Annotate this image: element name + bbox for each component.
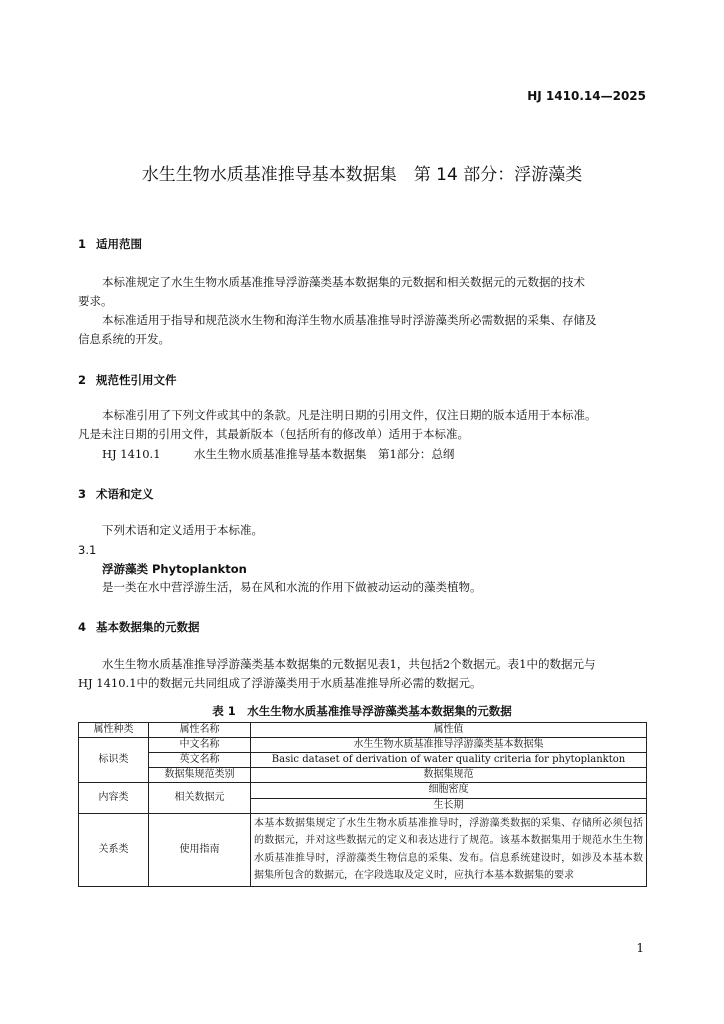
text-line: 本标准引用了下列文件或其中的条款。凡是注明日期的引用文件，仅注日期的版本适用于本标准。 bbox=[102, 408, 597, 422]
standard-code: HJ 1410.14—2025 bbox=[527, 89, 646, 103]
reference-code: HJ 1410.1 bbox=[102, 447, 161, 461]
section-number: 2 bbox=[78, 373, 87, 387]
attribute-name-cell: 数据集规范类别 bbox=[149, 768, 251, 783]
category-cell: 标识类 bbox=[79, 738, 149, 783]
section-1-heading bbox=[78, 236, 142, 252]
text-line: 水生生物水质基准推导浮游藻类基本数据集的元数据见表1，共包括2个数据元。表1中的数据元与 bbox=[102, 657, 596, 671]
section-4-paragraph-1 bbox=[78, 655, 646, 693]
header-cell: 属性值 bbox=[251, 723, 647, 738]
table-row bbox=[79, 738, 647, 753]
attribute-value-cell: 本基本数据集规定了水生生物水质基准推导时，浮游藻类数据的采集、存储所必须包括的数据元，并对这些数据元的定义和表达进行了规范。该基本数据集用于规范水生生物水质基准推导时，浮游藻类生物信息的采集、发布。信息系统建设时，如涉及本基本数据集所包含的数据元，在字段选取及定义时，应执行本基本数据集的要求 bbox=[251, 814, 647, 887]
attribute-value-cell: 数据集规范 bbox=[251, 768, 647, 783]
page-number: 1 bbox=[636, 941, 644, 955]
attribute-name-cell: 使用指南 bbox=[149, 814, 251, 887]
term-definition: 是一类在水中营浮游生活，易在风和水流的作用下做被动运动的藻类植物。 bbox=[102, 580, 482, 594]
section-3-intro bbox=[78, 521, 646, 540]
section-4-heading bbox=[78, 619, 200, 635]
attribute-value-cell: 生长期 bbox=[251, 798, 647, 814]
header-cell: 属性种类 bbox=[79, 723, 149, 738]
text-line: HJ 1410.1中的数据元共同组成了浮游藻类用于水质基准推导所必需的数据元。 bbox=[78, 676, 482, 690]
table-row bbox=[79, 814, 647, 887]
section-1-paragraph-2 bbox=[78, 311, 646, 349]
text-line: 凡是未注日期的引用文件，其最新版本（包括所有的修改单）适用于本标准。 bbox=[78, 427, 469, 441]
section-title: 基本数据集的元数据 bbox=[96, 620, 200, 634]
text-line: 要求。 bbox=[78, 294, 113, 308]
attribute-value-cell: 水生生物水质基准推导浮游藻类基本数据集 bbox=[251, 738, 647, 753]
text-line: 本标准适用于指导和规范淡水生物和海洋生物水质基准推导时浮游藻类所必需数据的采集、存储及 bbox=[102, 313, 597, 327]
text-line: 本标准规定了水生生物水质基准推导浮游藻类基本数据集的元数据和相关数据元的元数据的技术 bbox=[102, 275, 585, 289]
reference-title: 水生生物水质基准推导基本数据集 第1部分：总纲 bbox=[194, 447, 455, 461]
category-cell: 关系类 bbox=[79, 814, 149, 887]
attribute-name-cell: 英文名称 bbox=[149, 753, 251, 768]
attribute-name-cell: 中文名称 bbox=[149, 738, 251, 753]
section-number: 1 bbox=[78, 237, 87, 251]
term-name: 浮游藻类 Phytoplankton bbox=[102, 562, 247, 576]
section-1-paragraph-1 bbox=[78, 273, 646, 311]
metadata-table bbox=[78, 722, 647, 887]
page-title: 水生生物水质基准推导基本数据集 第 14 部分：浮游藻类 bbox=[141, 165, 583, 185]
section-number: 4 bbox=[78, 620, 87, 634]
table-row bbox=[79, 783, 647, 799]
table-row bbox=[79, 768, 647, 783]
section-2-paragraph-1 bbox=[78, 406, 646, 444]
section-3-heading bbox=[78, 486, 154, 502]
table-caption: 表 1 水生生物水质基准推导浮游藻类基本数据集的元数据 bbox=[212, 704, 512, 718]
table-row bbox=[79, 753, 647, 768]
table-header-row bbox=[79, 723, 647, 738]
section-2-heading bbox=[78, 372, 177, 388]
attribute-value-cell: Basic dataset of derivation of water quality criteria for phytoplankton bbox=[251, 753, 647, 768]
section-title: 术语和定义 bbox=[96, 487, 154, 501]
text-line: 信息系统的开发。 bbox=[78, 332, 170, 346]
section-title: 适用范围 bbox=[96, 237, 142, 251]
normative-reference bbox=[102, 446, 454, 462]
attribute-name-cell: 相关数据元 bbox=[149, 783, 251, 814]
header-cell: 属性名称 bbox=[149, 723, 251, 738]
section-title: 规范性引用文件 bbox=[96, 373, 177, 387]
text-line: 下列术语和定义适用于本标准。 bbox=[102, 523, 263, 537]
term-number: 3.1 bbox=[78, 543, 97, 557]
section-number: 3 bbox=[78, 487, 87, 501]
category-cell: 内容类 bbox=[79, 783, 149, 814]
attribute-value-cell: 细胞密度 bbox=[251, 783, 647, 799]
